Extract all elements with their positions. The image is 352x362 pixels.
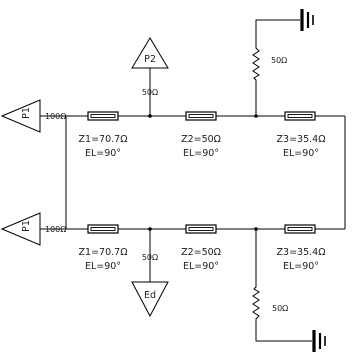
top-line-z3 (285, 112, 315, 120)
bottom-line-z2 (186, 225, 216, 233)
top-line-z1 (88, 112, 118, 120)
port-p2 (132, 38, 168, 116)
port-p1-bottom (2, 213, 66, 245)
bottom-z2-impedance: Z2=50Ω (181, 247, 221, 258)
bottom-line-z3 (285, 225, 315, 233)
ed-label: Ed (143, 290, 157, 301)
bottom-z3-impedance: Z3=35.4Ω (276, 247, 326, 258)
top-z2-impedance: Z2=50Ω (181, 134, 221, 145)
p1-bottom-label: P1 (21, 220, 32, 232)
ground-icon (314, 330, 325, 352)
top-z1-length: EL=90° (84, 148, 122, 159)
top-z1-impedance: Z1=70.7Ω (78, 134, 128, 145)
top-shunt-resistor (253, 20, 300, 116)
p1-top-impedance: 100Ω (45, 112, 67, 121)
top-z3-length: EL=90° (282, 148, 320, 159)
p2-label: P2 (144, 54, 156, 65)
port-p1-top (2, 100, 66, 132)
top-line-z2 (186, 112, 216, 120)
bottom-shunt-value: 50Ω (272, 304, 289, 313)
port-ed (132, 229, 168, 316)
bottom-z1-length: EL=90° (84, 261, 122, 272)
p2-impedance: 50Ω (141, 88, 159, 97)
bottom-z2-length: EL=90° (182, 261, 220, 272)
top-z2-length: EL=90° (182, 148, 220, 159)
ed-impedance: 50Ω (141, 253, 159, 262)
p1-bottom-impedance: 100Ω (45, 225, 67, 234)
bottom-line-z1 (88, 225, 118, 233)
top-shunt-value: 50Ω (271, 56, 288, 65)
p1-top-label: P1 (21, 107, 32, 119)
top-z3-impedance: Z3=35.4Ω (276, 134, 326, 145)
bottom-shunt-resistor (253, 229, 312, 341)
ground-icon (302, 9, 313, 31)
bottom-z3-length: EL=90° (282, 261, 320, 272)
bottom-z1-impedance: Z1=70.7Ω (78, 247, 128, 258)
